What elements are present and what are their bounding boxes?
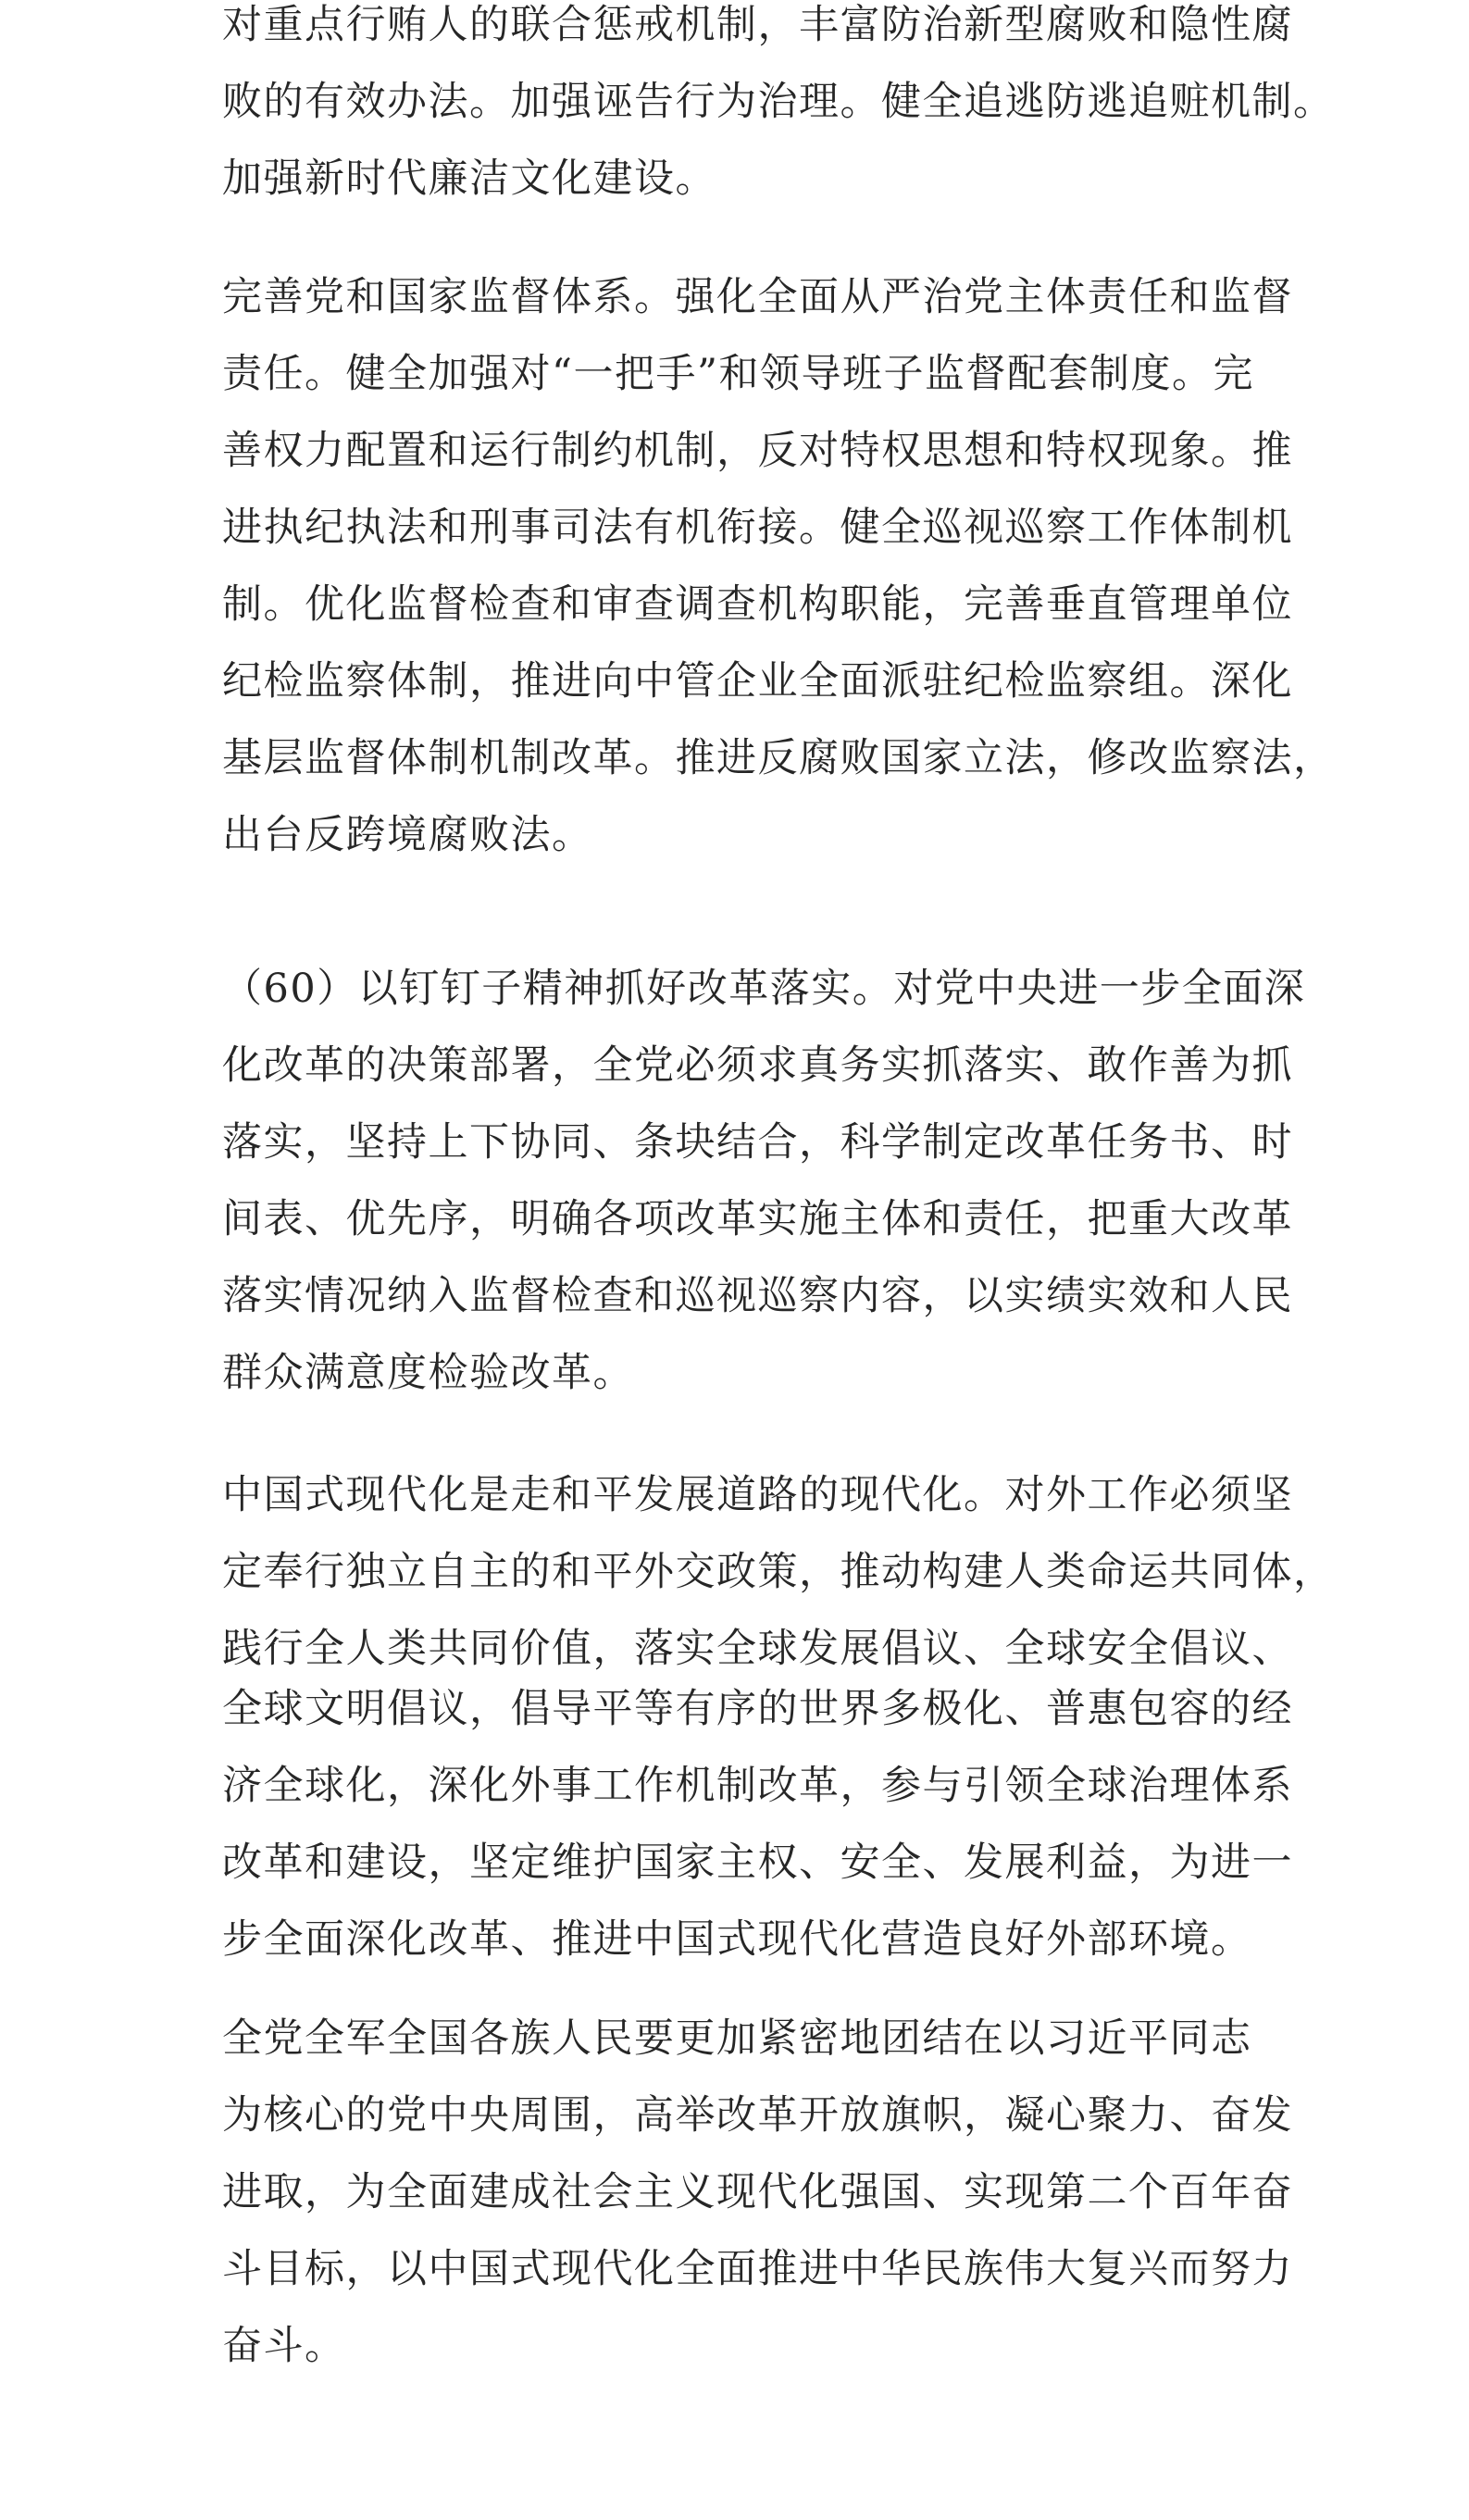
text-line: 定奉行独立自主的和平外交政策，推动构建人类命运共同体， <box>222 1549 1335 1595</box>
text-line: 加强新时代廉洁文化建设。 <box>222 156 716 202</box>
text-line: 济全球化，深化外事工作机制改革，参与引领全球治理体系 <box>222 1763 1293 1809</box>
text-line: 落实，坚持上下协同、条块结合，科学制定改革任务书、时 <box>222 1119 1293 1166</box>
text-line: 中国式现代化是走和平发展道路的现代化。对外工作必须坚 <box>222 1472 1293 1518</box>
paragraph-anticorruption-mechanisms <box>222 2 1335 202</box>
paragraph-closing-call <box>222 2015 1296 2369</box>
text-line: （60）以钉钉子精神抓好改革落实。对党中央进一步全面深 <box>222 966 1306 1012</box>
paragraph-reform-implementation <box>222 966 1306 1396</box>
text-line: 全球文明倡议，倡导平等有序的世界多极化、普惠包容的经 <box>222 1686 1293 1732</box>
text-line: 化改革的决策部署，全党必须求真务实抓落实、敢作善为抓 <box>222 1042 1293 1089</box>
text-line: 群众满意度检验改革。 <box>222 1350 634 1396</box>
text-line: 奋斗。 <box>222 2323 346 2369</box>
text-line: 出台反跨境腐败法。 <box>222 812 593 858</box>
text-line: 败的有效办法。加强诬告行为治理。健全追逃防逃追赃机制。 <box>222 79 1335 125</box>
text-line: 对重点行贿人的联合惩戒机制，丰富防治新型腐败和隐性腐 <box>222 2 1293 48</box>
text-line: 全党全军全国各族人民要更加紧密地团结在以习近平同志 <box>222 2015 1252 2062</box>
text-line: 责任。健全加强对“一把手”和领导班子监督配套制度。完 <box>222 351 1254 397</box>
text-line: 制。优化监督检查和审查调查机构职能，完善垂直管理单位 <box>222 581 1293 628</box>
text-line: 间表、优先序，明确各项改革实施主体和责任，把重大改革 <box>222 1196 1293 1242</box>
text-line: 基层监督体制机制改革。推进反腐败国家立法，修改监察法， <box>222 735 1335 781</box>
text-line: 斗目标，以中国式现代化全面推进中华民族伟大复兴而努力 <box>222 2246 1293 2292</box>
text-line: 完善党和国家监督体系。强化全面从严治党主体责任和监督 <box>222 274 1293 320</box>
text-line: 纪检监察体制，推进向中管企业全面派驻纪检监察组。深化 <box>222 658 1293 705</box>
text-line: 进执纪执法和刑事司法有机衔接。健全巡视巡察工作体制机 <box>222 505 1293 551</box>
text-line: 进取，为全面建成社会主义现代化强国、实现第二个百年奋 <box>222 2169 1293 2215</box>
paragraph-supervision-system <box>222 274 1335 858</box>
text-line: 践行全人类共同价值，落实全球发展倡议、全球安全倡议、 <box>222 1626 1293 1672</box>
text-line: 善权力配置和运行制约机制，反对特权思想和特权现象。推 <box>222 428 1293 474</box>
paragraph-peaceful-development <box>222 1472 1335 1963</box>
text-line: 步全面深化改革、推进中国式现代化营造良好外部环境。 <box>222 1916 1252 1963</box>
text-line: 改革和建设，坚定维护国家主权、安全、发展利益，为进一 <box>222 1840 1293 1886</box>
text-line: 落实情况纳入监督检查和巡视巡察内容，以实绩实效和人民 <box>222 1273 1293 1319</box>
text-line: 为核心的党中央周围，高举改革开放旗帜，凝心聚力、奋发 <box>222 2092 1293 2139</box>
